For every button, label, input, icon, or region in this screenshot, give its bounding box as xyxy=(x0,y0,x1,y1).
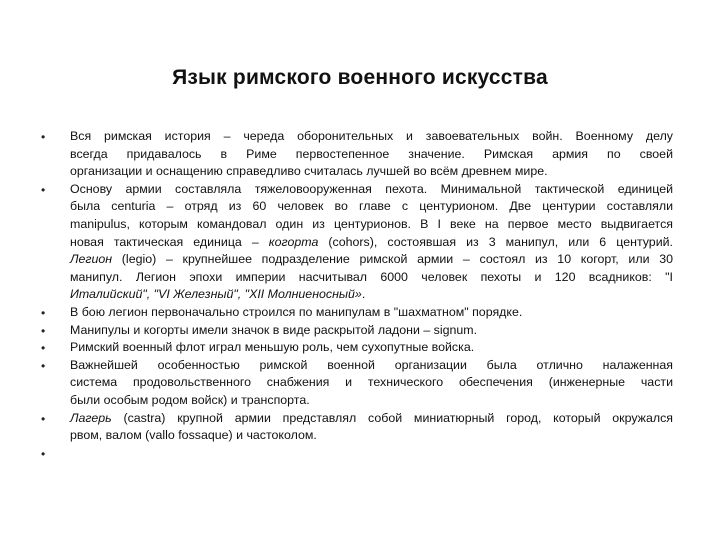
bullet-item-navy xyxy=(0,339,720,357)
bullet-icon: • xyxy=(41,411,46,426)
text-line: манипул. Легион эпохи империи насчитывал 6000 человек пехоты и 120 всадников: "I xyxy=(70,269,673,284)
bullet-icon: • xyxy=(41,446,46,461)
text-line: организации и оснащению справедливо считалась лучшей во всём древнем мире. xyxy=(70,164,548,179)
slide-title: Язык римского военного искусства xyxy=(172,66,548,89)
text-line: Основу армии составляла тяжеловооруженная пехота. Минимальной тактической единицей xyxy=(70,181,673,196)
bullet-item-camp xyxy=(0,410,720,445)
text-line: Вся римская история – череда оборонительных и завоевательных войн. Военному делу xyxy=(70,129,673,143)
text-line: система продовольственного снабжения и технического обеспечения (инженерные части xyxy=(70,375,673,390)
bullet-icon: • xyxy=(41,182,46,197)
text-fragment: (castra) крупной армии представлял собой миниатюрный город, который окружался xyxy=(111,410,673,425)
text-fragment: новая тактическая единица – xyxy=(70,234,269,249)
bullet-item-checkerboard-formation xyxy=(0,304,720,322)
bullet-item-logistics xyxy=(0,357,720,410)
bullet-item-empty xyxy=(0,445,720,463)
text-line xyxy=(70,251,673,269)
bullet-list xyxy=(0,128,720,462)
term-cohort: когорта xyxy=(268,234,319,249)
text-line: рвом, валом (vallo fossaque) и частоколом. xyxy=(70,428,317,443)
text-fragment: . xyxy=(361,287,366,302)
legion-names: Италийский", "VI Железный", "XII Молниеносный» xyxy=(70,287,362,302)
text-line xyxy=(70,286,673,304)
bullet-item-army-structure xyxy=(0,181,720,304)
text-line: Важнейшей особенностью римской военной организации была отлично налаженная xyxy=(70,357,673,372)
bullet-icon: • xyxy=(41,341,46,356)
text-line: Римский военный флот играл меньшую роль, чем сухопутные войска. xyxy=(70,340,475,355)
bullet-icon: • xyxy=(41,323,46,338)
text-fragment: (cohors), состоявшая из 3 манипул, или 6 центурий. xyxy=(318,234,673,249)
text-line: Манипулы и когорты имели значок в виде раскрытой ладони – signum. xyxy=(70,322,478,337)
bullet-icon: • xyxy=(41,305,46,320)
text-fragment: (legio) – крупнейшее подразделение римской армии – состоял из 10 когорт, или 30 xyxy=(112,252,673,267)
text-line: В бою легион первоначально строился по манипулам в "шахматном" порядке. xyxy=(70,304,523,319)
bullet-item-signum xyxy=(0,322,720,340)
text-line: были особым родом войск) и транспорта. xyxy=(70,392,310,407)
text-line xyxy=(70,234,673,252)
text-line: manipulus, которым командовал один из центурионов. В I веке на первое место выдвигается xyxy=(70,216,673,231)
bullet-icon: • xyxy=(41,130,46,144)
text-line: всегда придавалось в Риме первостепенное значение. Римская армия по своей xyxy=(70,146,673,161)
term-camp: Лагерь xyxy=(70,410,112,425)
text-line: была centuria – отряд из 60 человек во главе с центурионом. Две центурии составляли xyxy=(70,199,673,214)
bullet-item-roman-history xyxy=(0,128,720,181)
term-legion: Легион xyxy=(70,252,113,267)
bullet-icon: • xyxy=(41,358,46,373)
text-line xyxy=(70,410,673,428)
